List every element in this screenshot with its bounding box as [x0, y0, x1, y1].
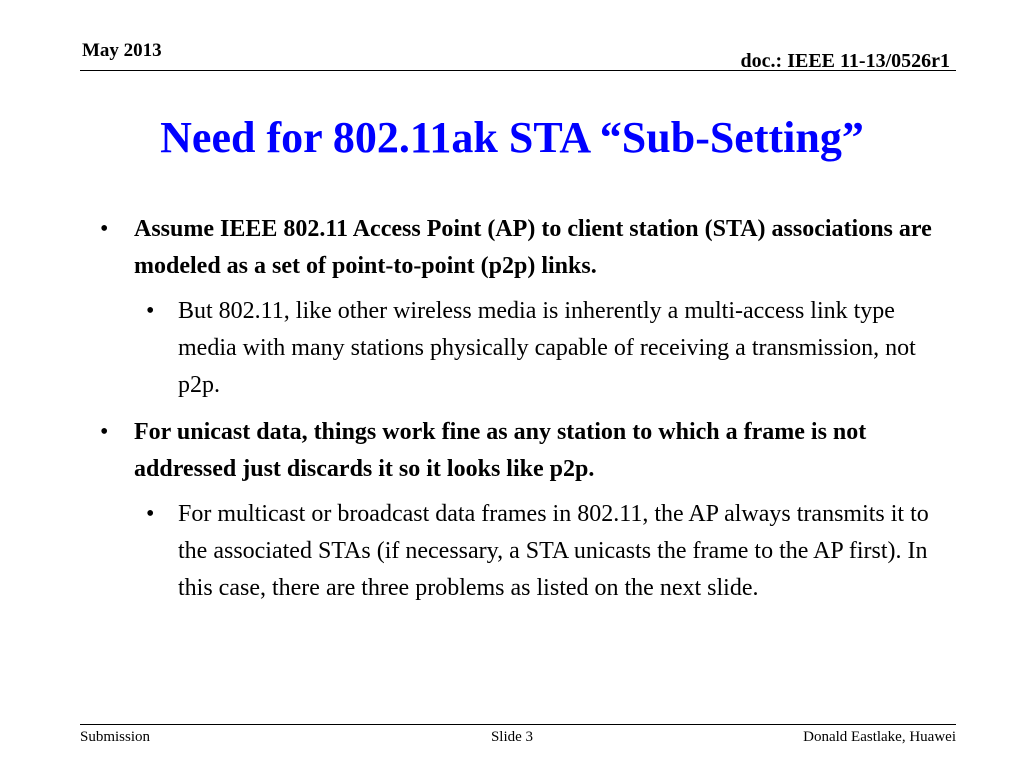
- footer-author: Donald Eastlake, Huawei: [803, 729, 956, 745]
- slide-title: Need for 802.11ak STA “Sub-Setting”: [160, 113, 864, 162]
- bullet-text: For multicast or broadcast data frames in 802.11, the AP always transmits it to the associated STAs (if necessary, a STA unicasts the frame to the AP first). In this case, there are three problems as listed on the next slide.: [178, 501, 929, 601]
- bullet-text: Assume IEEE 802.11 Access Point (AP) to client station (STA) associations are modeled as a set of point-to-point (p2p) links.: [134, 216, 932, 279]
- bullet-item: [100, 414, 934, 488]
- bullet-marker: •: [100, 216, 109, 242]
- footer-slide-number: Slide 3: [490, 729, 534, 745]
- sub-bullet-item: [146, 293, 938, 404]
- header-doc-id: doc.: IEEE 11-13/0526r1: [740, 50, 950, 72]
- sub-bullet-item: [146, 496, 938, 607]
- bullet-text: For unicast data, things work fine as any station to which a frame is not addressed just discards it so it looks like p2p.: [134, 419, 867, 482]
- header-rule: [80, 70, 956, 71]
- bullet-marker: •: [100, 419, 109, 445]
- bullet-marker: •: [146, 501, 155, 527]
- footer-rule: [80, 724, 956, 725]
- header-date: May 2013: [82, 40, 162, 61]
- bullet-marker: •: [146, 298, 155, 324]
- bullet-text: But 802.11, like other wireless media is inherently a multi-access link type media with many stations physically capable of receiving a transmission, not p2p.: [178, 298, 916, 398]
- bullet-item: [100, 211, 934, 285]
- footer-submission: Submission: [80, 729, 151, 745]
